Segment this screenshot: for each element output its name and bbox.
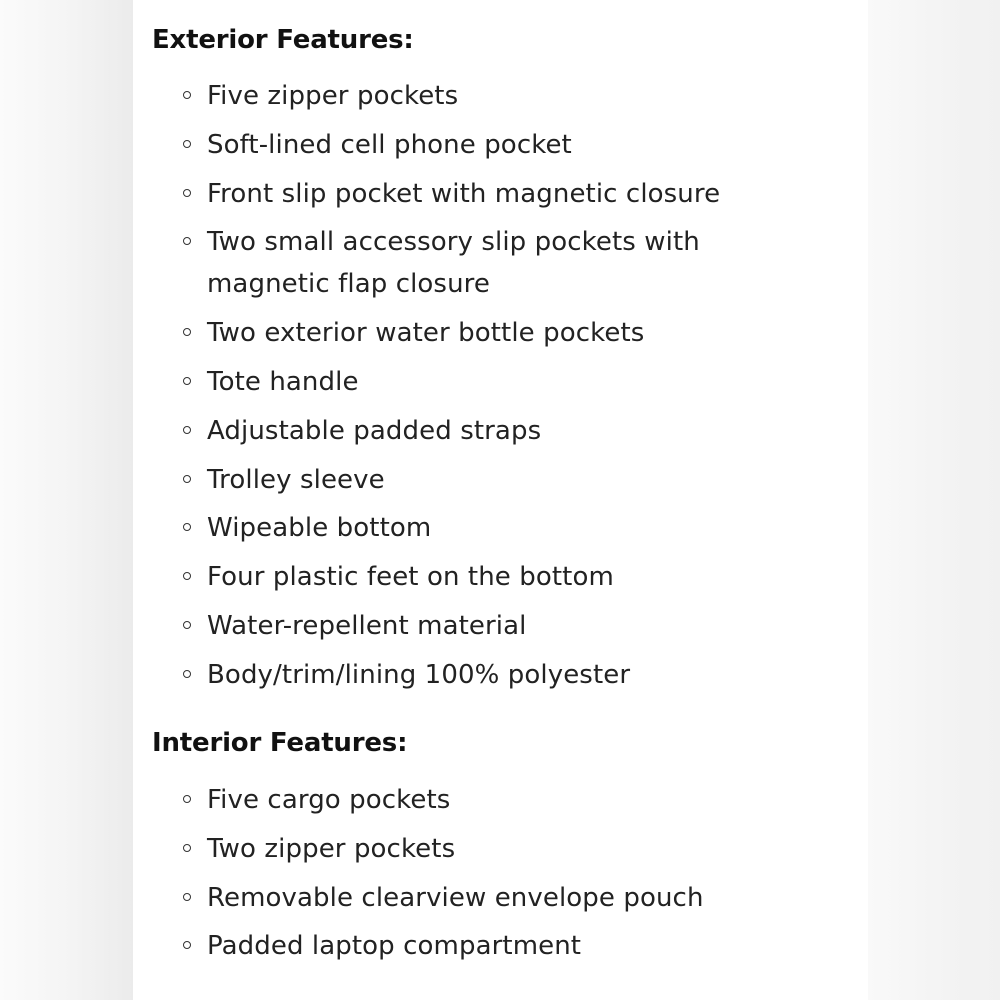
list-item-text: Two zipper pockets [207,833,456,864]
hollow-circle-bullet-icon [183,523,191,531]
list-item-text: Wipeable bottom [207,513,432,544]
hollow-circle-bullet-icon [183,189,191,197]
list-item [133,925,827,967]
list-item-text: Four plastic feet on the bottom [207,562,614,593]
list-item [133,779,827,821]
exterior-features-list [133,75,868,703]
list-item [133,556,827,598]
hollow-circle-bullet-icon [183,621,191,629]
hollow-circle-bullet-icon [183,237,191,245]
hollow-circle-bullet-icon [183,140,191,148]
list-item-text: Water-repellent material [207,610,527,641]
hollow-circle-bullet-icon [183,941,191,949]
list-item [133,828,827,870]
hollow-circle-bullet-icon [183,426,191,434]
interior-features-list [133,779,868,974]
list-item [133,221,827,305]
list-item [133,75,827,117]
list-item-text: Adjustable padded straps [207,415,542,446]
hollow-circle-bullet-icon [183,844,191,852]
hollow-circle-bullet-icon [183,475,191,483]
list-item-text: Body/trim/lining 100% polyester [207,659,631,690]
list-item [133,654,827,696]
list-item [133,877,827,919]
list-item-text: Front slip pocket with magnetic closure [207,178,721,209]
exterior-features-heading: Exterior Features: [152,25,414,55]
hollow-circle-bullet-icon [183,893,191,901]
list-item-text: Five zipper pockets [207,81,459,111]
list-item [133,312,827,354]
list-item [133,459,827,501]
list-item [133,507,827,549]
product-description-panel [133,0,868,1000]
list-item [133,361,827,403]
list-item [133,410,827,452]
list-item-text: Trolley sleeve [207,464,385,495]
list-item-text: Five cargo pockets [207,785,451,815]
list-item-text: Padded laptop compartment [207,931,582,962]
list-item [133,173,827,215]
list-item-text: Removable clearview envelope pouch [207,882,704,913]
list-item-text: Two exterior water bottle pockets [207,318,645,349]
hollow-circle-bullet-icon [183,670,191,678]
list-item [133,605,827,647]
hollow-circle-bullet-icon [183,91,191,99]
hollow-circle-bullet-icon [183,572,191,580]
list-item [133,124,827,166]
hollow-circle-bullet-icon [183,795,191,803]
hollow-circle-bullet-icon [183,328,191,336]
interior-features-heading: Interior Features: [152,728,408,758]
list-item-text: Tote handle [207,366,359,397]
list-item-text: Soft-lined cell phone pocket [207,129,572,160]
hollow-circle-bullet-icon [183,377,191,385]
list-item-text: Two small accessory slip pockets with magnetic flap closure [207,227,700,300]
right-background-margin [868,0,1000,1000]
left-background-margin [0,0,133,1000]
